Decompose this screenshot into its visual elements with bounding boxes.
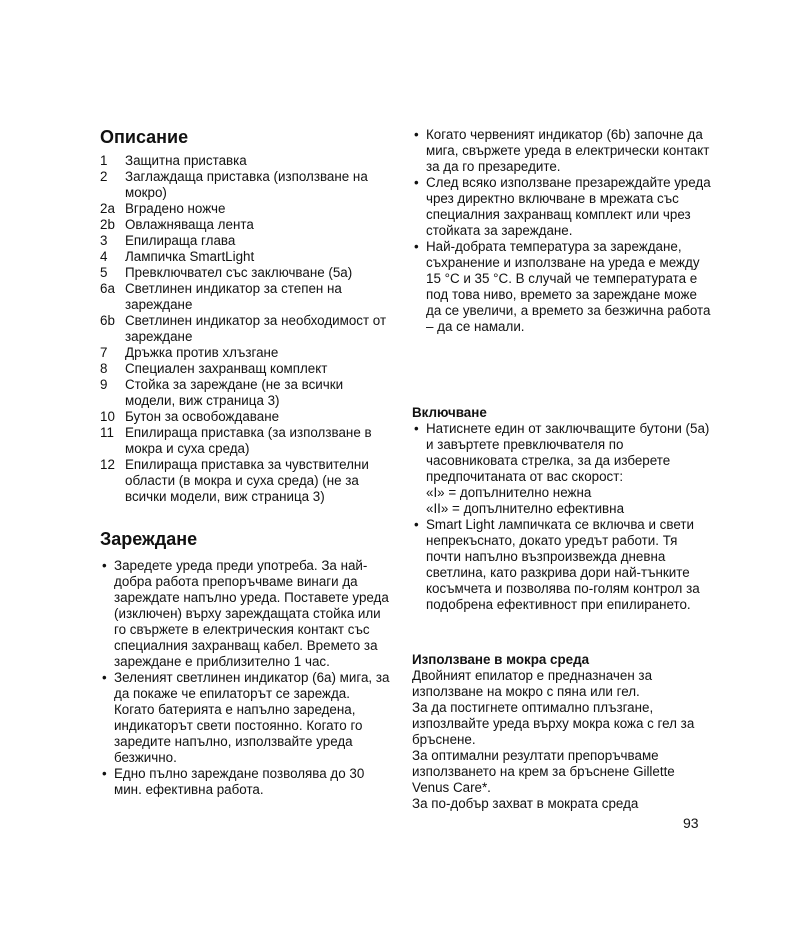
charging-bullet: • Заредете уреда преди употреба. За най-добра работа препоръчваме винаги да зареждате напълно уреда. Поставете уреда (изключен) върху зареждащата стойка или го свържете в електрическия контакт със специалния захранващ кабел. Времето за зареждане е приблизително 1 час.: [100, 558, 390, 670]
switch-on-section: [412, 405, 712, 613]
speed-setting-2: «II» = допълнително ефективна: [426, 501, 625, 516]
wet-use-paragraph: Двойният епилатор е предназначен за използване на мокро с пяна или гел.: [412, 668, 653, 699]
list-item: 6b Светлинен индикатор за необходимост от зареждане: [100, 313, 387, 344]
charging-bullet: • Зеленият светлинен индикатор (6a) мига, за да покаже че епилаторът се зарежда. Когато батерията е напълно заредена, индикаторът свети постоянно. Когато го заредите напълно, използвайте уреда безжично.: [100, 670, 390, 766]
list-item: 7 Дръжка против хлъзгане: [100, 345, 279, 360]
page-number: 93: [683, 815, 699, 831]
charging-bullet: • Най-добрата температура за зареждане, съхранение и използване на уреда е между 15 °C и 35 °C. В случай че температурата е под това ниво, времето за зареждане може да се увеличи, а времето за безжична работа – да се намали.: [412, 239, 712, 335]
charging-section-right: [412, 127, 712, 335]
wet-use-paragraph: За по-добър захват в мократа среда: [412, 796, 639, 811]
speed-setting-1: «I» = допълнително нежна: [426, 485, 592, 500]
charging-section-left: [100, 558, 390, 798]
list-item: 6a Светлинен индикатор за степен на зареждане: [100, 281, 342, 312]
switch-on-heading: Включване: [412, 405, 487, 420]
charging-bullet: • Когато червеният индикатор (6b) започне да мига, свържете уреда в електрически контакт за да го презаредите.: [412, 127, 712, 175]
description-list: [100, 153, 390, 505]
wet-use-paragraph: За оптимални резултати препоръчваме използването на крем за бръснене Gillette Venus Care*.: [412, 748, 675, 795]
switch-on-bullet: • Smart Light лампичката се включва и свети непрекъснато, докато уредът работи. Тя почти напълно възпроизвежда дневна светлина, като разкрива дори най-тънките косъмчета и позволява по-голям контрол за подобрена ефективност при епилирането.: [412, 517, 712, 613]
list-item: 2 Заглаждаща приставка (използване на мокро): [100, 169, 368, 200]
wet-use-section: [412, 652, 712, 812]
list-item: 11 Епилираща приставка (за използване в мокра и суха среда): [100, 425, 372, 456]
list-item: 10 Бутон за освобождаване: [100, 409, 280, 424]
list-item: 8 Специален захранващ комплект: [100, 361, 328, 376]
list-item: 2a Вградено ножче: [100, 201, 226, 216]
charging-bullet: • Едно пълно зареждане позволява до 30 мин. ефективна работа.: [100, 766, 390, 798]
list-item: 9 Стойка за зареждане (не за всички модели, виж страница 3): [100, 377, 344, 408]
list-item: 4 Лампичка SmartLight: [100, 249, 255, 264]
description-heading: Описание: [100, 127, 189, 147]
list-item: 1 Защитна приставка: [100, 153, 247, 168]
list-item: 2b Овлажняваща лента: [100, 217, 254, 232]
list-item: 12 Епилираща приставка за чувствителни области (в мокра и суха среда) (не за всички модели, виж страница 3): [100, 457, 369, 504]
wet-use-heading: Използване в мокра среда: [412, 652, 590, 667]
list-item: 3 Епилираща глава: [100, 233, 236, 248]
list-item: 5 Превключвател със заключване (5a): [100, 265, 353, 280]
charging-heading: Зареждане: [100, 529, 198, 549]
charging-bullet: • След всяко използване презареждайте уреда чрез директно включване в мрежата със специалния захранващ комплект или чрез стойката за зареждане.: [412, 175, 712, 239]
switch-on-bullet: • Натиснете един от заключващите бутони (5a) и завъртете превключвателя по часовниковата стрелка, за да изберете предпочитаната от вас скорост: «I» = допълнително нежна «II» = допълнително ефективна: [412, 421, 712, 517]
wet-use-paragraph: За да постигнете оптимално плъзгане, изпозлвайте уреда върху мокра кожа с гел за бръснене.: [412, 700, 695, 747]
